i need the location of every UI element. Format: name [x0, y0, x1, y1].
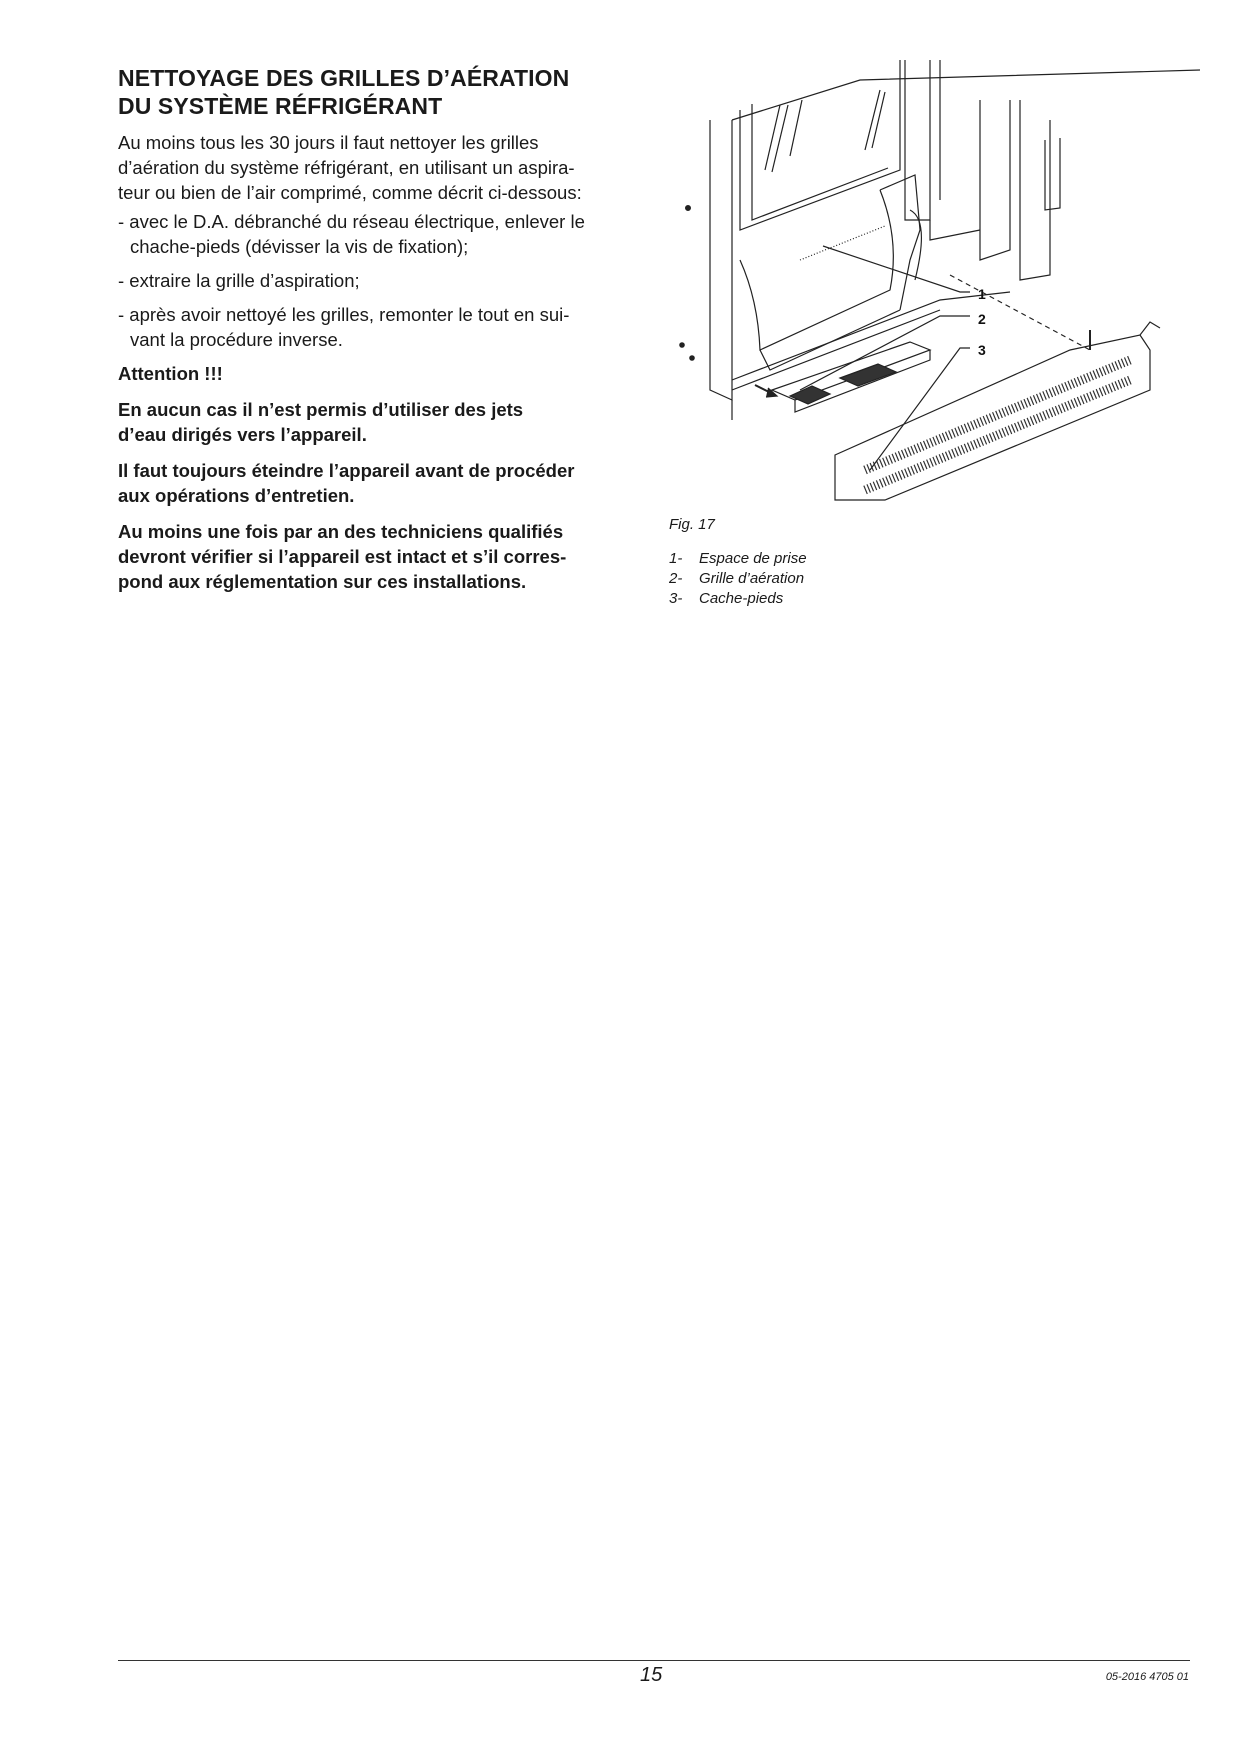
document-code: 05-2016 4705 01: [1105, 1671, 1189, 1683]
figure-legend: [669, 549, 807, 609]
legend-number: 2-: [669, 570, 683, 587]
legend-text: Grille d’aération: [699, 570, 805, 587]
warning-switch-off: [118, 458, 648, 508]
warning-inspection: [118, 519, 648, 594]
footer-divider: [118, 1660, 1190, 1661]
warning-line: devront vérifier si l’appareil est intact et s’il corres-: [118, 546, 567, 567]
section-title-line-2: DU SYSTÈME RÉFRIGÉRANT: [118, 93, 443, 119]
legend-number: 3-: [669, 590, 683, 607]
step-line: - avec le D.A. débranché du réseau électrique, enlever le: [118, 211, 585, 232]
step-unplug: [118, 209, 648, 259]
step-extract-grille: [118, 268, 648, 293]
legend-item: [669, 569, 807, 589]
legend-number: 1-: [669, 550, 683, 567]
warning-line: pond aux réglementation sur ces installations.: [118, 571, 527, 592]
legend-text: Cache-pieds: [699, 590, 784, 607]
callout-3: 3: [978, 342, 986, 358]
intro-line: teur ou bien de l’air comprimé, comme décrit ci-dessous:: [118, 182, 582, 203]
step-reassemble: [118, 302, 648, 352]
intro-paragraph: [118, 130, 648, 205]
section-title-line-1: NETTOYAGE DES GRILLES D’AÉRATION: [118, 65, 570, 91]
warning-line: d’eau dirigés vers l’appareil.: [118, 424, 367, 445]
attention-heading: [118, 361, 648, 386]
warning-line: Au moins une fois par an des techniciens qualifiés: [118, 521, 564, 542]
legend-item: [669, 549, 807, 569]
intro-line: Au moins tous les 30 jours il faut nettoyer les grilles: [118, 132, 539, 153]
attention-text: Attention !!!: [118, 363, 223, 384]
warning-line: aux opérations d’entretien.: [118, 485, 355, 506]
warning-line: Il faut toujours éteindre l’appareil avant de procéder: [118, 460, 575, 481]
content-column: [118, 64, 648, 605]
warning-water-jets: [118, 397, 648, 447]
legend-text: Espace de prise: [699, 550, 807, 567]
callout-1: 1: [978, 286, 986, 302]
section-title: [118, 64, 648, 120]
intro-line: d’aération du système réfrigérant, en utilisant un aspira-: [118, 157, 575, 178]
step-line: chache-pieds (dévisser la vis de fixation);: [130, 236, 469, 257]
warning-line: En aucun cas il n’est permis d’utiliser des jets: [118, 399, 524, 420]
legend-item: [669, 589, 807, 609]
step-line: - extraire la grille d’aspiration;: [118, 270, 360, 291]
callout-2: 2: [978, 311, 986, 327]
step-line: - après avoir nettoyé les grilles, remonter le tout en sui-: [118, 304, 570, 325]
step-line: vant la procédure inverse.: [130, 329, 343, 350]
page-number: 15: [640, 1664, 663, 1686]
figure-caption: Fig. 17: [669, 516, 715, 533]
vending-machine-illustration: [640, 60, 1200, 520]
